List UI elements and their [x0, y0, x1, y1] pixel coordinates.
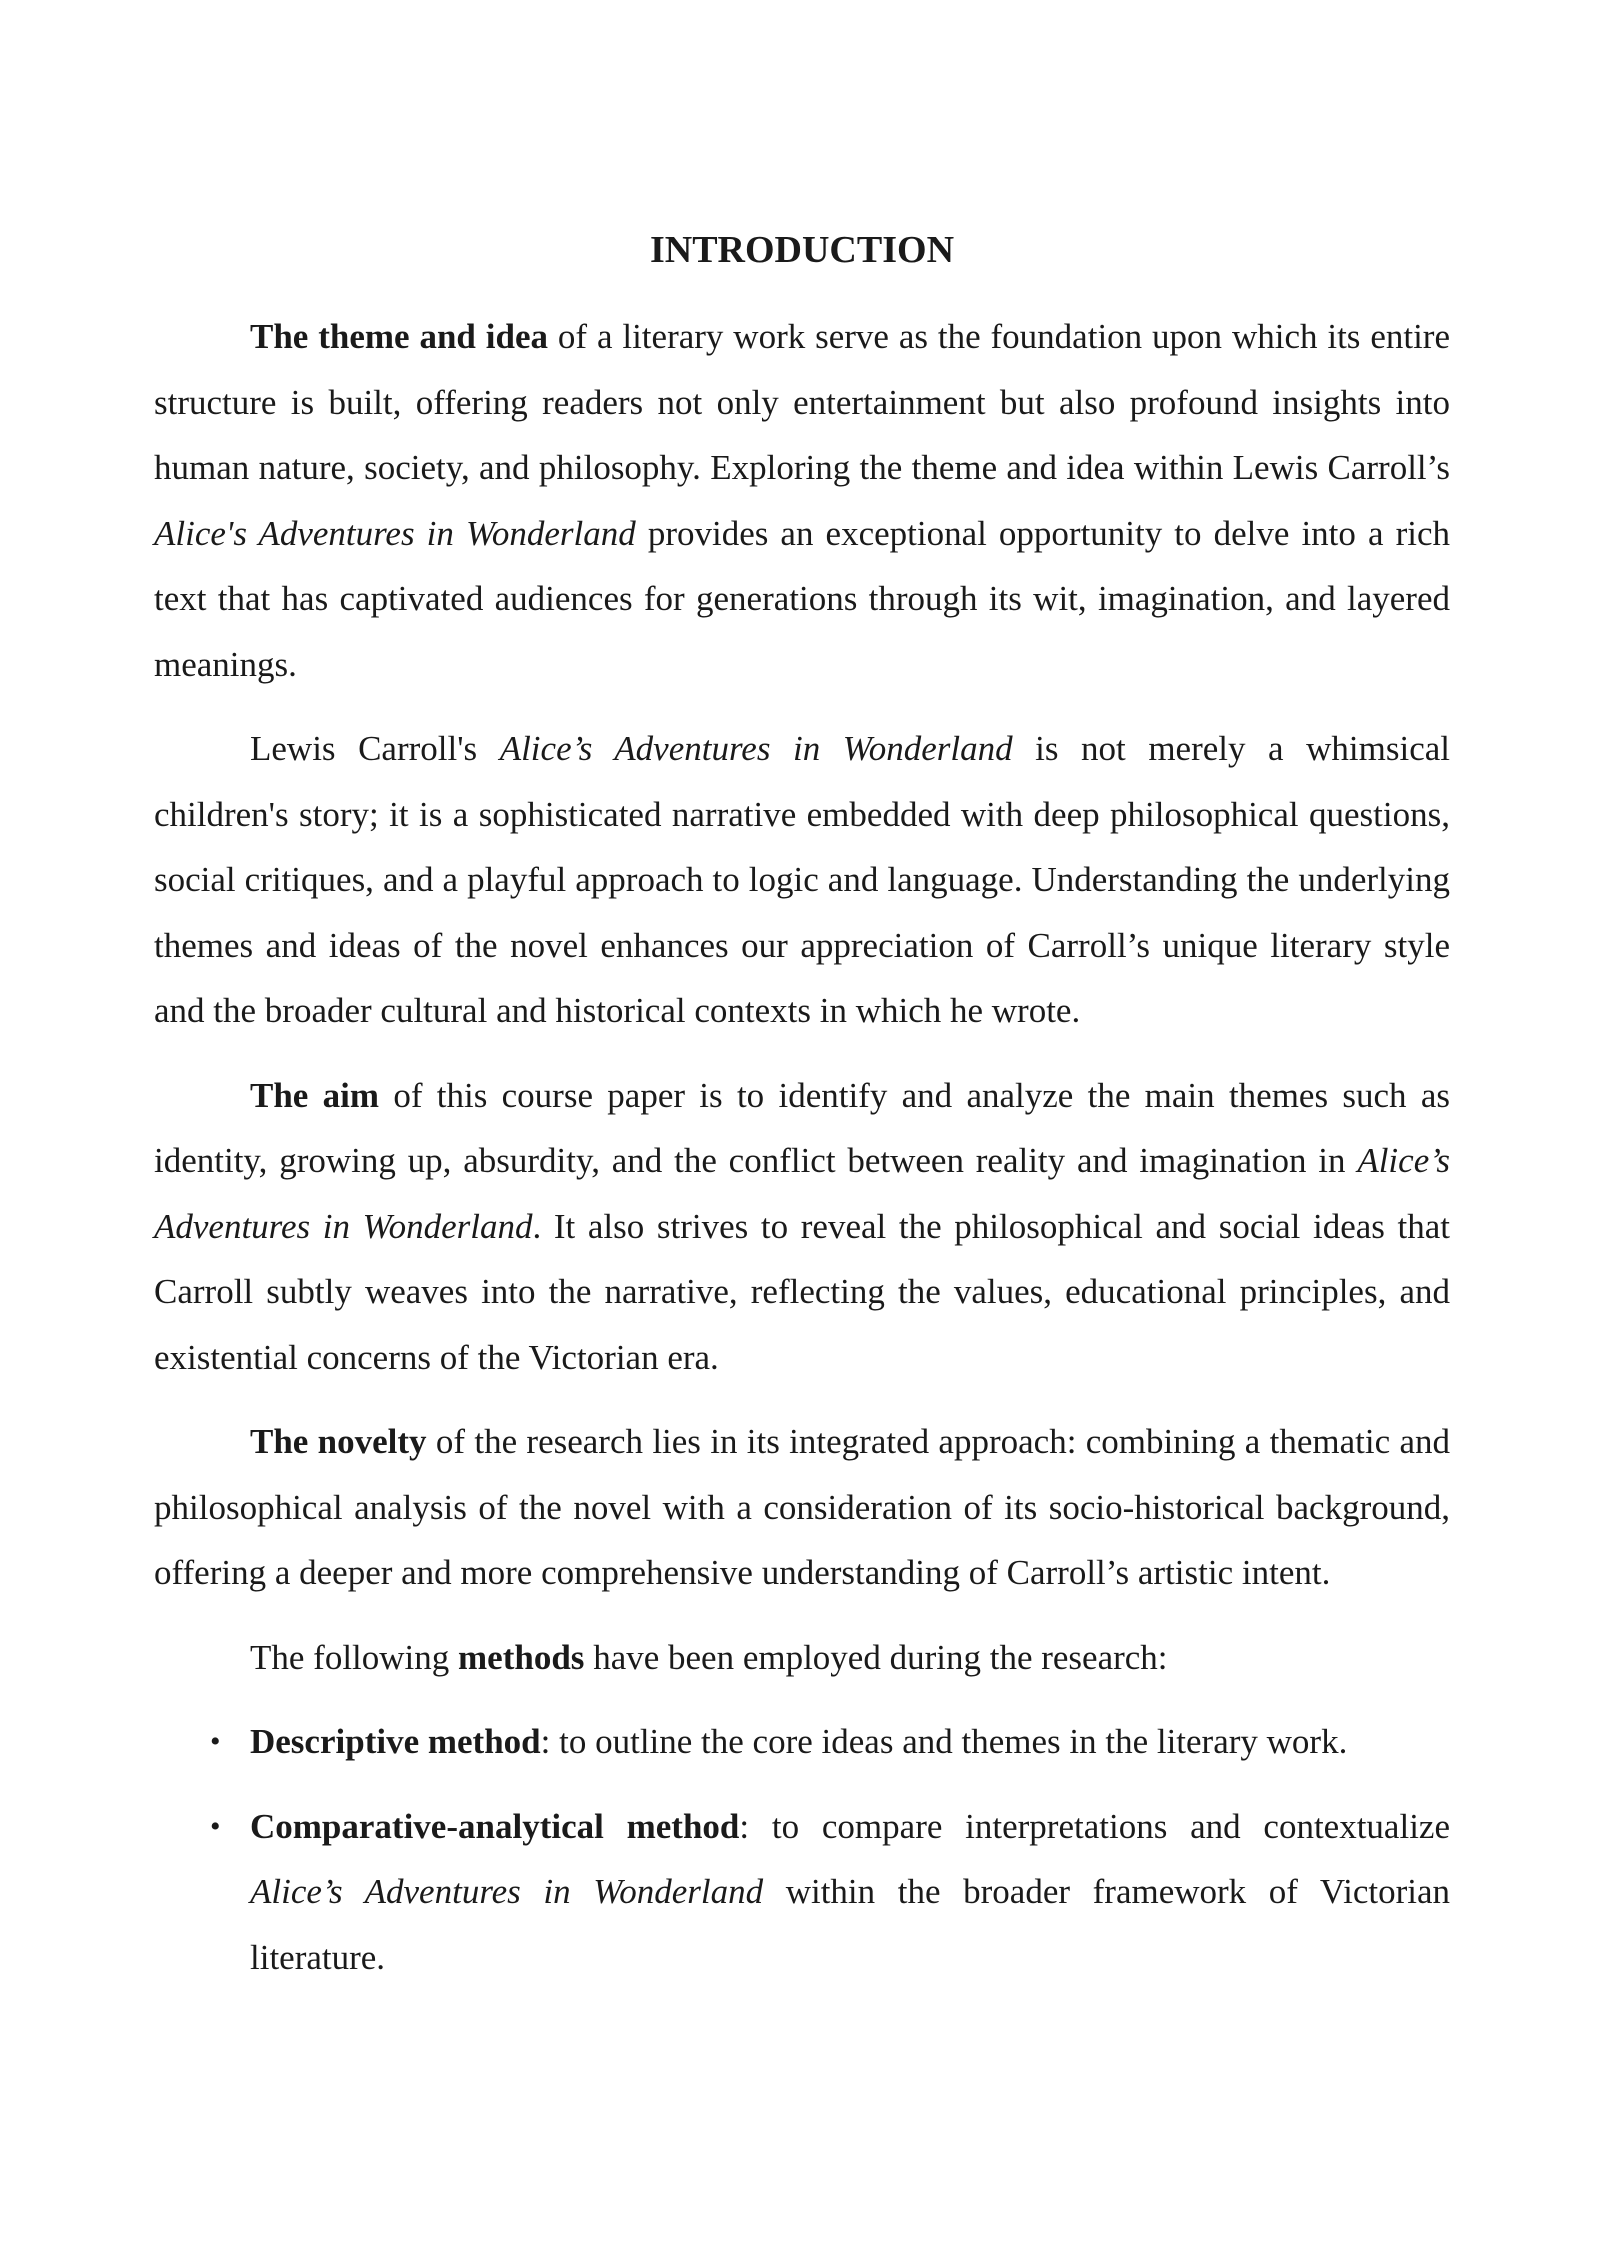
list-item-comparative-analytical-method	[154, 1794, 1450, 1991]
methods-list	[154, 1709, 1450, 1990]
paragraph-text: of a literary work serve as the foundation upon which its entire structure is built, offering readers not only entertainment but also profound insights into human nature, society, and philosophy. Exploring the theme and idea within Lewis Carroll’s	[154, 317, 1450, 487]
paragraph-text: The following	[250, 1637, 459, 1677]
paragraph-theme-and-idea	[154, 304, 1450, 697]
bullet-icon: •	[210, 1725, 221, 1758]
bullet-icon: •	[210, 1809, 221, 1843]
method-name: Comparative-analytical method	[250, 1806, 740, 1846]
paragraph-novelty	[154, 1409, 1450, 1606]
book-title: Alice’s Adventures in Wonderland	[154, 1141, 1450, 1246]
page-title: INTRODUCTION	[649, 229, 955, 271]
paragraph-text: is not merely a whimsical children's story; it is a sophisticated narrative embedded with deep philosophical questions, social critiques, and a playful approach to logic and language. Understanding the underlying themes and ideas of the novel enhances our appreciation of Carroll’s unique literary style and the broader cultural and historical contexts in which he wrote.	[154, 729, 1450, 1030]
paragraph-text: have been employed during the research:	[584, 1637, 1168, 1677]
paragraph-aim	[154, 1063, 1450, 1391]
term-novelty: The novelty	[250, 1422, 427, 1461]
term-aim: The aim	[250, 1075, 380, 1115]
paragraph-text: of the research lies in its integrated approach: combining a thematic and philosophical analysis of the novel with a consideration of its socio-historical background, offering a deeper and more comprehensive understanding of Carroll’s artistic intent.	[154, 1422, 1450, 1592]
method-description: within the broader framework of Victorian literature.	[250, 1872, 1450, 1977]
paragraph-text: provides an exceptional opportunity to delve into a rich text that has captivated audiences for generations through its wit, imagination, and layered meanings.	[154, 513, 1450, 684]
book-title: Alice's Adventures in Wonderland	[154, 513, 636, 553]
book-title: Alice’s Adventures in Wonderland	[499, 729, 1013, 768]
list-item-descriptive-method	[154, 1709, 1450, 1775]
book-title: Alice’s Adventures in Wonderland	[250, 1872, 764, 1911]
term-theme-and-idea: The theme and idea	[250, 317, 549, 356]
paragraph-text: of this course paper is to identify and analyze the main themes such as identity, growing up, absurdity, and the conflict between reality and imagination in	[154, 1075, 1450, 1180]
method-description: : to outline the core ideas and themes in the literary work.	[540, 1722, 1348, 1761]
paragraph-text: Lewis Carroll's	[250, 729, 500, 768]
term-methods: methods	[458, 1637, 585, 1677]
paragraph-overview	[154, 716, 1450, 1044]
method-name: Descriptive method	[250, 1722, 541, 1761]
paragraph-methods-intro	[154, 1625, 1450, 1691]
method-description: : to compare interpretations and contextualize	[739, 1806, 1450, 1846]
paragraph-text: . It also strives to reveal the philosophical and social ideas that Carroll subtly weaves into the narrative, reflecting the values, educational principles, and existential concerns of the Victorian era.	[154, 1206, 1451, 1377]
